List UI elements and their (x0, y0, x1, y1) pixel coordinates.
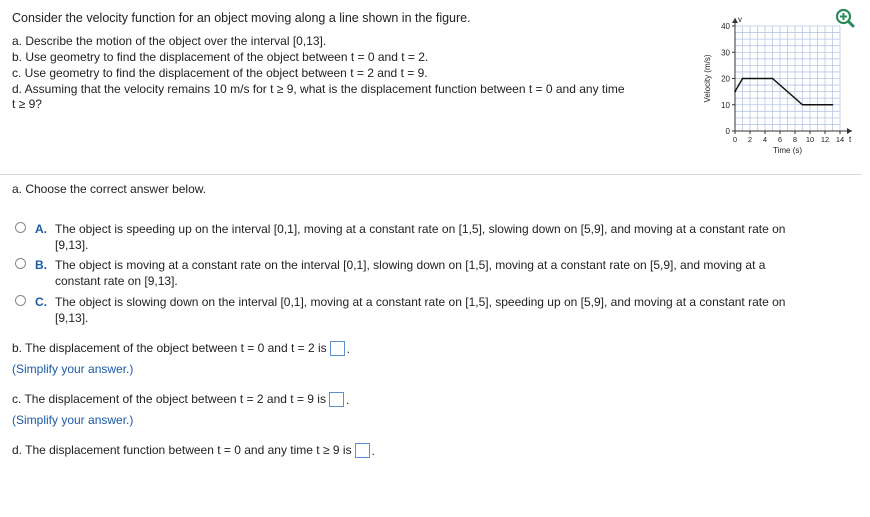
option-c[interactable] (15, 294, 855, 326)
option-b-line1: The object is moving at a constant rate on the interval [0,1], slowing down on [1,5], moving at a constant rate on [5,9], and moving at a (55, 258, 766, 272)
option-b-radio[interactable] (15, 258, 26, 269)
divider (0, 174, 862, 175)
option-a-radio[interactable] (15, 222, 26, 233)
x-axis-title: Time (s) (772, 146, 803, 155)
question-part-b: b. Use geometry to find the displacement of the object between t = 0 and t = 2. (12, 50, 429, 64)
question-part-d: d. Assuming that the velocity remains 10 m/s for t ≥ 9, what is the displacement function between t = 0 and any time (12, 82, 625, 96)
part-b-period: . (346, 342, 350, 357)
option-b-letter: B. (35, 258, 47, 272)
option-a-letter: A. (35, 222, 47, 236)
x-axis-arrow (847, 128, 852, 134)
option-c-letter: C. (35, 295, 47, 309)
x-tick-label: 10 (805, 135, 815, 144)
y-tick-label: 10 (721, 100, 730, 110)
part-c-hint: (Simplify your answer.) (12, 413, 134, 427)
option-a-line2: [9,13]. (55, 238, 89, 252)
x-tick-label: 8 (792, 135, 798, 144)
option-a-text (55, 221, 855, 253)
option-c-line1: The object is slowing down on the interval [0,1], moving at a constant rate on [1,5], speeding up on [5,9], and moving at a constant rate on (55, 295, 786, 309)
option-b[interactable] (15, 257, 855, 289)
y-tick-label: 20 (721, 74, 730, 84)
part-c-answer-input[interactable] (329, 392, 344, 407)
y-axis-title: Velocity (m/s) (703, 54, 712, 103)
x-tick-label: 12 (820, 135, 830, 144)
question-intro: Consider the velocity function for an object moving along a line shown in the figure. (12, 11, 471, 25)
option-c-radio[interactable] (15, 295, 26, 306)
data-point (772, 78, 774, 80)
part-d-period: . (371, 444, 375, 459)
y-tick-label: 30 (721, 48, 730, 58)
data-point (802, 104, 804, 106)
question-part-d-cont: t ≥ 9? (12, 97, 42, 111)
question-part-c: c. Use geometry to find the displacement of the object between t = 2 and t = 9. (12, 66, 428, 80)
part-d-answer-input[interactable] (355, 443, 370, 458)
part-a-prompt: a. Choose the correct answer below. (12, 182, 207, 196)
x-tick-label: 14 (835, 135, 845, 144)
option-c-text (55, 294, 855, 326)
part-c-label: c. The displacement of the object between t = 2 and t = 9 is (12, 392, 326, 406)
x-tick-label: 2 (747, 135, 753, 144)
part-c-period: . (345, 393, 350, 408)
option-a[interactable] (15, 221, 855, 253)
data-point (742, 78, 744, 80)
option-b-line2: constant rate on [9,13]. (55, 274, 178, 288)
part-b-label: b. The displacement of the object between t = 0 and t = 2 is (12, 341, 327, 355)
option-b-text (55, 257, 855, 289)
part-c-row (12, 392, 349, 407)
data-point (734, 91, 736, 93)
y-tick-label: 0 (725, 127, 730, 136)
x-tick-label: 6 (777, 135, 783, 144)
y-tick-label: 40 (721, 22, 730, 31)
question-part-a: a. Describe the motion of the object over the interval [0,13]. (12, 34, 327, 48)
part-d-row (12, 443, 375, 458)
part-b-row (12, 341, 350, 356)
part-b-answer-input[interactable] (330, 341, 345, 356)
data-point (832, 104, 834, 106)
y-axis-letter: v (738, 15, 742, 24)
x-tick-label: 0 (732, 135, 738, 144)
x-tick-label: 4 (762, 135, 768, 144)
option-c-line2: [9,13]. (55, 311, 89, 325)
option-a-line1: The object is speeding up on the interval [0,1], moving at a constant rate on [1,5], slowing down on [5,9], and moving at a constant rate on (55, 222, 786, 236)
x-axis-letter: t (849, 135, 852, 144)
part-d-label: d. The displacement function between t = 0 and any time t ≥ 9 is (12, 443, 352, 457)
velocity-graph (700, 15, 860, 165)
part-b-hint: (Simplify your answer.) (12, 362, 134, 376)
